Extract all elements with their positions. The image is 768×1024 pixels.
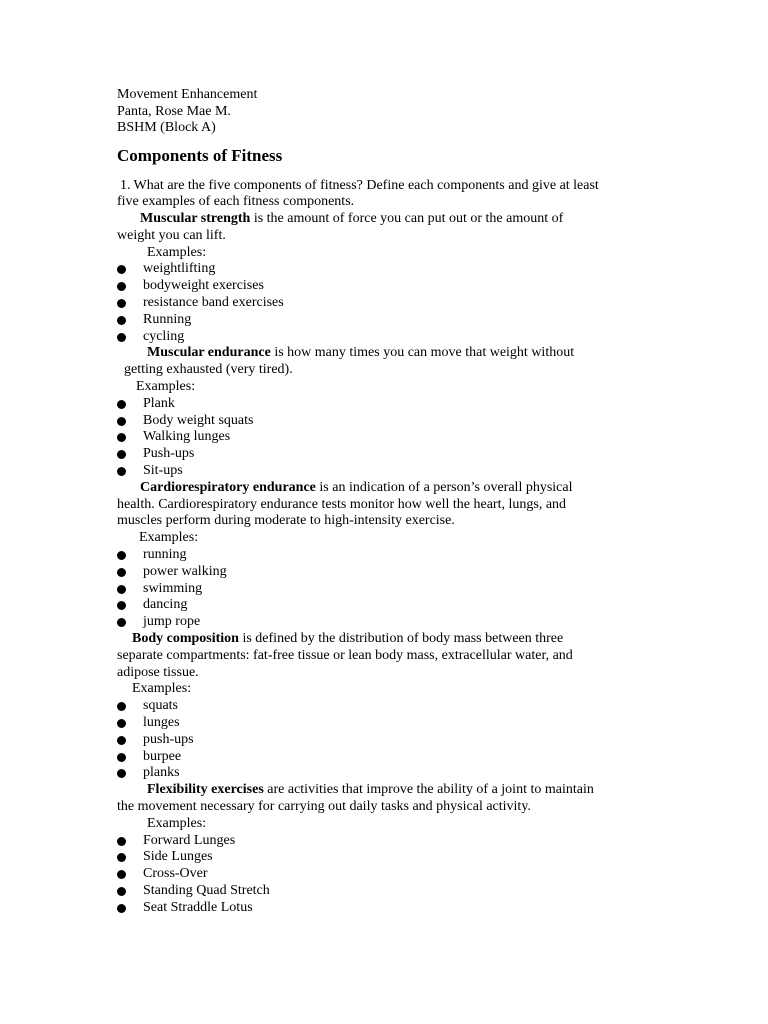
examples-list: [117, 261, 657, 345]
list-item: cycling: [117, 329, 657, 346]
bullet-icon: [117, 282, 126, 291]
list-item: Cross-Over: [117, 866, 657, 883]
list-item: jump rope: [117, 614, 657, 631]
component-term: Body composition: [132, 631, 239, 647]
component-definition: Body composition is defined by the distribution of body mass between three: [132, 631, 564, 647]
list-item: push-ups: [117, 732, 657, 749]
examples-list: [117, 396, 657, 480]
bullet-icon: [117, 551, 126, 560]
bullet-icon: [117, 585, 126, 594]
component-definition: Muscular endurance is how many times you can move that weight without: [147, 345, 575, 361]
bullet-icon: [117, 433, 126, 442]
component-definition-cont: health. Cardiorespiratory endurance tests monitor how well the heart, lungs, and: [117, 496, 567, 512]
component-term: Muscular endurance: [147, 345, 271, 361]
bullet-icon: [117, 769, 126, 778]
bullet-icon: [117, 853, 126, 862]
list-item: bodyweight exercises: [117, 278, 657, 295]
list-item: squats: [117, 698, 657, 715]
bullet-icon: [117, 417, 126, 426]
course-name: Movement Enhancement: [117, 87, 258, 102]
bullet-icon: [117, 837, 126, 846]
component-definition-cont: muscles perform during moderate to high-intensity exercise.: [117, 513, 455, 529]
list-item: Standing Quad Stretch: [117, 883, 657, 900]
bullet-icon: [117, 568, 126, 577]
question-line-2: five examples of each fitness components.: [117, 194, 355, 210]
list-item: Body weight squats: [117, 413, 657, 430]
bullet-icon: [117, 265, 126, 274]
bullet-icon: [117, 719, 126, 728]
list-item: Walking lunges: [117, 429, 657, 446]
bullet-icon: [117, 450, 126, 459]
bullet-icon: [117, 400, 126, 409]
list-item: running: [117, 547, 657, 564]
list-item: swimming: [117, 581, 657, 598]
component-definition: Flexibility exercises are activities that improve the ability of a joint to maintain: [147, 782, 594, 798]
component-definition: Muscular strength is the amount of force you can put out or the amount of: [140, 211, 564, 227]
component-definition-cont: adipose tissue.: [117, 664, 199, 680]
examples-label: Examples:: [136, 379, 196, 395]
list-item: Seat Straddle Lotus: [117, 900, 657, 917]
component-definition-cont: getting exhausted (very tired).: [124, 362, 293, 378]
list-item: Plank: [117, 396, 657, 413]
component-definition-cont: the movement necessary for carrying out daily tasks and physical activity.: [117, 798, 531, 814]
list-item: Forward Lunges: [117, 833, 657, 850]
list-item: Side Lunges: [117, 849, 657, 866]
document-page: [117, 87, 657, 917]
question-line-1: 1. What are the five components of fitness? Define each components and give at least: [120, 177, 599, 193]
bullet-icon: [117, 299, 126, 308]
bullet-icon: [117, 887, 126, 896]
component-definition-cont: separate compartments: fat-free tissue or lean body mass, extracellular water, and: [117, 647, 573, 663]
list-item: Running: [117, 312, 657, 329]
bullet-icon: [117, 467, 126, 476]
bullet-icon: [117, 601, 126, 610]
section-name: BSHM (Block A): [117, 120, 216, 135]
student-name: Panta, Rose Mae M.: [117, 103, 231, 119]
list-item: lunges: [117, 715, 657, 732]
bullet-icon: [117, 904, 126, 913]
list-item: weightlifting: [117, 261, 657, 278]
bullet-icon: [117, 753, 126, 762]
component-term: Muscular strength: [140, 211, 251, 227]
examples-list: [117, 547, 657, 631]
list-item: Push-ups: [117, 446, 657, 463]
bullet-icon: [117, 870, 126, 879]
bullet-icon: [117, 736, 126, 745]
list-item: burpee: [117, 749, 657, 766]
list-item: dancing: [117, 597, 657, 614]
list-item: power walking: [117, 564, 657, 581]
bullet-icon: [117, 316, 126, 325]
component-term: Flexibility exercises: [147, 782, 264, 798]
bullet-icon: [117, 333, 126, 342]
list-item: Sit-ups: [117, 463, 657, 480]
question-number: 1.: [120, 177, 131, 193]
examples-label: Examples:: [139, 530, 199, 546]
examples-list: [117, 833, 657, 917]
component-definition-cont: weight you can lift.: [117, 227, 226, 243]
bullet-icon: [117, 618, 126, 627]
examples-label: Examples:: [147, 244, 207, 260]
component-definition: Cardiorespiratory endurance is an indication of a person’s overall physical: [140, 479, 573, 495]
examples-list: [117, 698, 657, 782]
examples-label: Examples:: [132, 681, 192, 697]
list-item: planks: [117, 765, 657, 782]
document-title: Components of Fitness: [117, 145, 283, 165]
list-item: resistance band exercises: [117, 295, 657, 312]
examples-label: Examples:: [147, 815, 207, 831]
component-term: Cardiorespiratory endurance: [140, 479, 316, 495]
bullet-icon: [117, 702, 126, 711]
